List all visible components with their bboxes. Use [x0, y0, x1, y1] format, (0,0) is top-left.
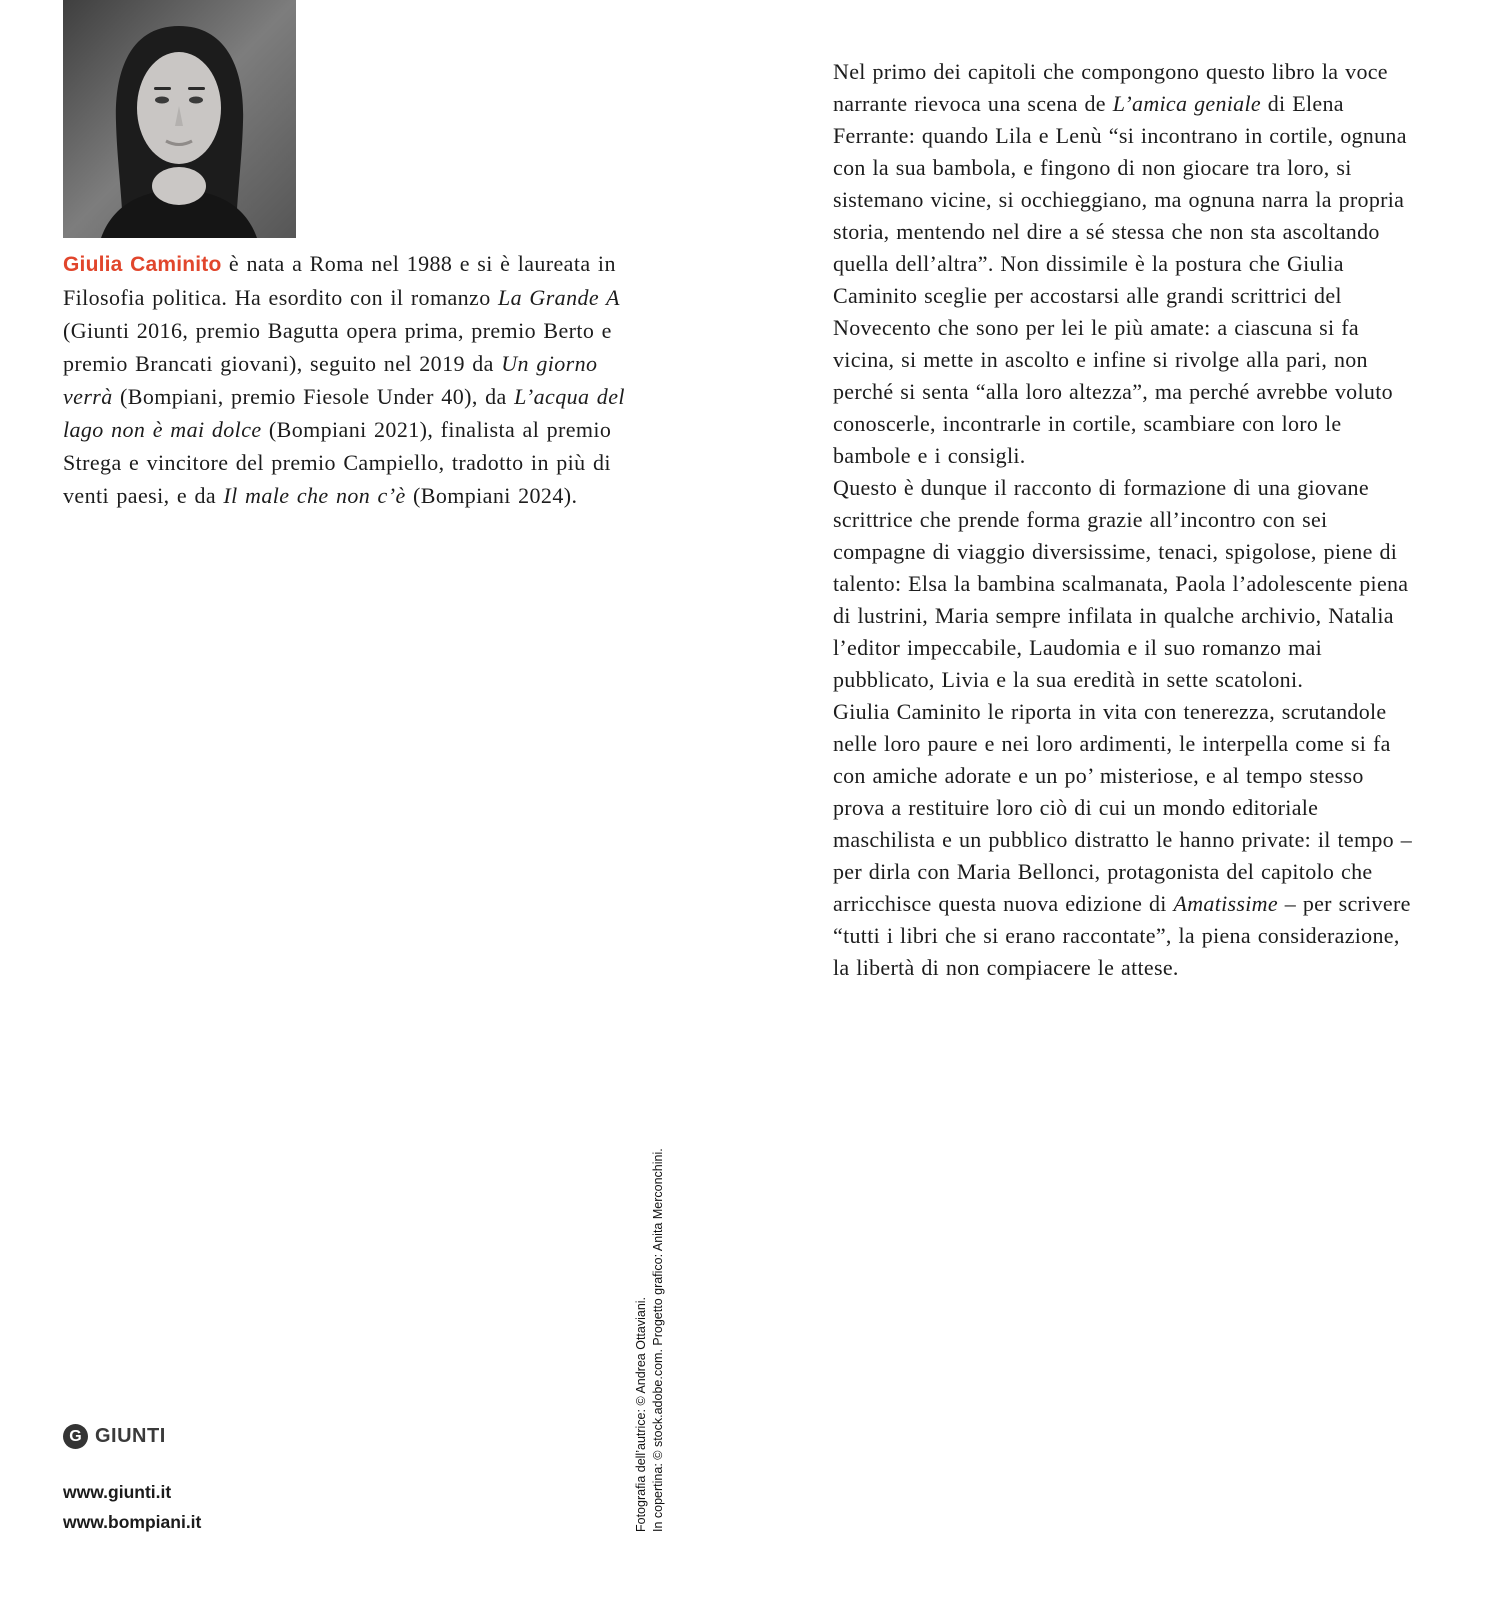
publisher-name: GIUNTI: [95, 1425, 166, 1447]
description-paragraph-3: Giulia Caminito le riporta in vita con tenerezza, scrutandole nelle loro paure e nei loro ardimenti, le interpella come si fa con amiche adorate e un po’ misteriose, e al tempo stesso prova a restituire loro ciò di cui un mondo editoriale maschilista e un pubblico distratto le hanno private: il tempo – per dirla con Maria Bellonci, protagonista del capitolo che arricchisce questa nuova edizione di Amatissime – per scrivere “tutti i libri che si erano raccontate”, la piena considerazione, la libertà di non compiacere le attese.: [833, 699, 1413, 980]
book-description: [833, 56, 1415, 984]
description-paragraph-1: Nel primo dei capitoli che compongono questo libro la voce narrante rievoca una scena de L’amica geniale di Elena Ferrante: quando Lila e Lenù “si incontrano in cortile, ognuna con la sua bambola, e fingono di non giocare tra loro, si sistemano vicine, si occhieggiano, ma ognuna narra la propria storia, mentendo nel dire a sé stessa che non sta ascoltando quella dell’altra”. Non dissimile è la postura che Giulia Caminito sceglie per accostarsi alle grandi scrittrici del Novecento che sono per lei le più amate: a ciascuna si fa vicina, si mette in ascolto e infine si rivolge alla pari, non perché si senta “alla loro altezza”, ma perché avrebbe voluto conoscerle, incontrarle in cortile, scambiare con loro le bambole e i consigli.: [833, 59, 1407, 468]
publisher-logo: [63, 1424, 166, 1449]
description-paragraph-2: Questo è dunque il racconto di formazione di una giovane scrittrice che prende forma grazie all’incontro con sei compagne di viaggio diversissime, tenaci, spigolose, piene di talento: Elsa la bambina scalmanata, Paola l’adolescente piena di lustrini, Maria sempre infilata in qualche archivio, Natalia l’editor impeccabile, Laudomia e il suo romanzo mai pubblicato, Livia e la sua eredità in sette scatoloni.: [833, 475, 1409, 692]
author-photo: [63, 0, 296, 238]
link-bompiani-website[interactable]: www.bompiani.it: [63, 1512, 202, 1532]
photo-credits: [633, 1148, 667, 1532]
author-bio: Giulia Caminito è nata a Roma nel 1988 e si è laureata in Filosofia politica. Ha esordito con il romanzo La Grande A (Giunti 2016, premio Bagutta opera prima, premio Berto e premio Brancati giovani), seguito nel 2019 da Un giorno verrà (Bompiani, premio Fiesole Under 40), da L’acqua del lago non è mai dolce (Bompiani 2021), finalista al premio Strega e vincitore del premio Campiello, tradotto in più di venti paesi, e da Il male che non c’è (Bompiani 2024).: [63, 251, 625, 508]
publisher-websites: [63, 1477, 201, 1537]
link-giunti-website[interactable]: www.giunti.it: [63, 1482, 172, 1502]
giunti-logo-icon: G: [63, 1424, 88, 1449]
credit-photographer: Fotografia dell’autrice: © Andrea Ottaviani.: [634, 1296, 648, 1532]
author-portrait-illustration: [63, 0, 296, 238]
credit-cover-design: In copertina: © stock.adobe.com. Progetto grafico: Anita Merconchini.: [651, 1148, 665, 1532]
